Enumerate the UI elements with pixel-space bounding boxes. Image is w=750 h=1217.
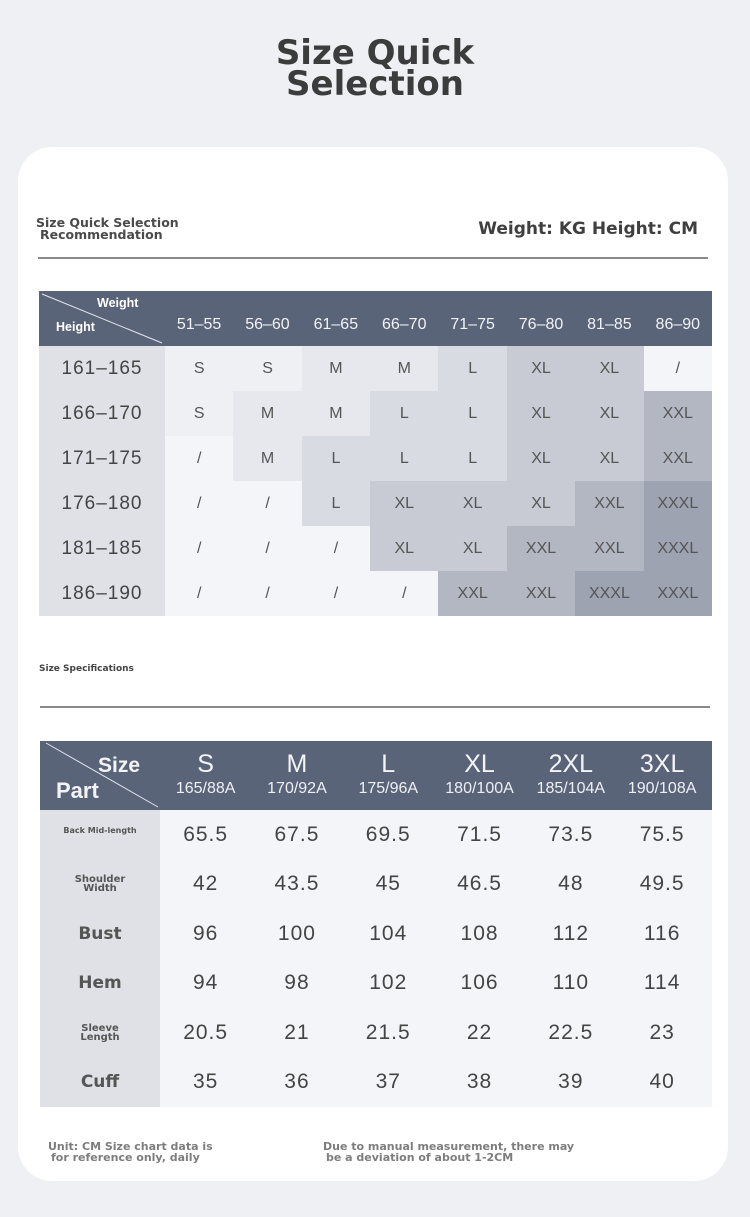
part-name-text: Sleeve [81,1022,119,1034]
size-cell: M [233,391,301,436]
size-column-header [616,741,707,810]
measurement-cell: 106 [460,971,499,995]
measurement-cell: 100 [277,921,316,945]
table-row [40,909,712,959]
size-column-header [343,741,434,810]
quick-selection-title-line2: Recommendation [40,227,163,242]
size-cell: XL [370,481,438,526]
height-range-cell: 176–180 [39,481,165,526]
size-cell: M [302,346,370,391]
size-cell: L [302,436,370,481]
size-cell: XXL [438,571,506,616]
size-cell: M [370,346,438,391]
size-cell: XL [438,526,506,571]
size-cell: L [370,391,438,436]
size-label: M [286,750,308,778]
table-row [40,1008,712,1058]
part-name-cell [40,860,160,910]
size-label: 3XL [639,750,685,778]
table-row [39,436,712,481]
size-column-header [434,741,525,810]
measurement-cell: 21 [284,1020,310,1044]
size-cell: XL [575,436,643,481]
measurement-cell: 96 [192,921,219,945]
measurement-cell: 42 [192,872,219,896]
table2-header [40,741,712,810]
size-cell: / [165,571,233,616]
measurement-cell: 38 [466,1070,493,1094]
size-label: S [197,750,214,778]
measurement-cell: 43.5 [274,872,320,896]
measurement-cell: 102 [369,971,408,995]
size-cell: / [233,526,301,571]
part-name-text: Width [83,883,117,895]
size-specifications-table [40,741,712,1107]
part-name-text: Cuff [80,1072,120,1093]
table1-corner [39,291,165,346]
weight-columns [165,291,712,346]
table-row [39,571,712,616]
footer-left-line1: Unit: CM Size chart data is [48,1140,213,1153]
measurement-cell: 65.5 [183,822,229,846]
measurement-cell: 112 [552,921,590,945]
measurement-cell: 21.5 [365,1020,411,1044]
size-label: 2XL [548,750,594,778]
table-row [40,1058,712,1108]
table-row [39,481,712,526]
size-column-header [160,741,251,810]
measurement-cell: 45 [375,872,401,896]
part-name-text: Shoulder [74,874,126,886]
size-cell: / [644,346,712,391]
measurement-cell: 36 [284,1070,310,1094]
table-row [40,959,712,1009]
measurement-cell: 49.5 [639,872,685,896]
measurement-cell: 39 [558,1070,584,1094]
size-cell: L [302,481,370,526]
measurement-cell: 35 [192,1070,219,1094]
part-name-text: Back Mid-length [63,826,137,836]
page-title-line2: Selection [286,64,464,104]
table-row [40,810,712,860]
size-code: 165/88A [175,780,236,797]
height-range-cell: 166–170 [39,391,165,436]
quick-selection-title [36,217,179,241]
size-cell: S [233,346,301,391]
size-cell: S [165,391,233,436]
size-label: L [381,750,396,778]
table-row [40,860,712,910]
weight-column-header: 76–80 [518,316,564,333]
measurement-cell: 23 [649,1020,675,1044]
measurement-cell: 73.5 [548,822,594,846]
size-cell: / [165,481,233,526]
measurement-cell: 116 [643,921,681,945]
size-cell: XL [370,526,438,571]
measurement-cell: 110 [552,971,590,995]
size-cell: XXL [507,526,575,571]
weight-column-header: 81–85 [587,316,632,333]
size-cell: XXL [644,391,712,436]
size-cell: / [233,481,301,526]
page-title [0,33,750,104]
measurement-cell: 114 [643,971,681,995]
size-cell: XL [575,346,643,391]
footer-right-line2: be a deviation of about 1-2CM [326,1151,514,1164]
size-cell: L [438,436,506,481]
table2-corner [40,741,160,810]
size-cell: M [302,391,370,436]
footer-note-right [323,1141,574,1163]
size-label: XL [464,750,495,778]
size-cell: / [302,526,370,571]
size-cell: L [438,346,506,391]
height-range-cell: 161–165 [39,346,165,391]
size-cell: XXL [507,571,575,616]
height-range-cell: 186–190 [39,571,165,616]
size-cell: XL [507,436,575,481]
measurement-cell: 37 [375,1070,401,1094]
size-cell: XL [438,481,506,526]
size-code: 180/100A [445,780,514,797]
size-cell: XXXL [644,571,712,616]
footer-note-left [48,1141,213,1163]
size-code: 190/108A [627,780,697,797]
size-cell: XXXL [644,526,712,571]
measurement-cell: 67.5 [274,822,320,846]
table-row [39,346,712,391]
size-columns [160,741,708,810]
size-cell: / [165,436,233,481]
measurement-cell: 22 [466,1020,493,1044]
size-code: 175/96A [358,780,419,797]
measurement-cell: 104 [369,921,408,945]
weight-column-header: 56–60 [245,316,290,333]
weight-column-header: 61–65 [313,316,359,333]
part-name-text: Hem [78,973,122,994]
weight-column-header: 51–55 [176,316,222,333]
table2-body [40,810,712,1107]
weight-column-header: 66–70 [381,316,427,333]
size-cell: XL [507,346,575,391]
part-name-cell [40,909,160,959]
part-name-text: Bust [78,923,122,944]
size-column-header [525,741,616,810]
measurement-cell: 40 [649,1070,675,1094]
size-cell: XXL [644,436,712,481]
section1-divider [38,257,708,259]
part-name-text: Length [80,1031,120,1043]
part-name-cell [40,1058,160,1108]
measurement-cell: 98 [284,971,310,995]
size-cell: S [165,346,233,391]
size-cell: XXL [575,481,643,526]
table1-header [39,291,712,346]
size-column-header [251,741,342,810]
size-code: 185/104A [536,780,606,797]
measurement-cell: 69.5 [365,822,411,846]
size-cell: XL [575,391,643,436]
size-specifications-title: Size Specifications [39,664,134,674]
size-cell: XL [507,481,575,526]
part-name-cell [40,1008,160,1058]
part-name-cell [40,959,160,1009]
corner-weight-label: Weight [97,296,139,310]
size-cell: L [370,436,438,481]
units-label: Weight: KG Height: CM [478,219,698,239]
table-row [39,391,712,436]
table1-body [39,346,712,616]
measurement-cell: 48 [558,872,584,896]
weight-column-header: 86–90 [655,316,701,333]
size-code: 170/92A [267,780,327,797]
size-cell: / [370,571,438,616]
corner-size-label: Size [98,754,141,777]
size-cell: XXXL [644,481,712,526]
size-cell: M [233,436,301,481]
measurement-cell: 94 [192,971,219,995]
size-cell: XXL [575,526,643,571]
footer-right-line1: Due to manual measurement, there may [323,1140,575,1153]
size-cell: / [233,571,301,616]
measurement-cell: 71.5 [457,822,502,846]
section2-divider [40,706,710,708]
size-cell: XL [507,391,575,436]
size-recommendation-table [39,291,712,616]
size-cell: L [438,391,506,436]
measurement-cell: 46.5 [457,872,502,896]
quick-selection-title-line1: Size Quick Selection [36,215,179,230]
table-row [39,526,712,571]
corner-part-label: Part [56,778,99,803]
height-range-cell: 171–175 [39,436,165,481]
size-cell: XXXL [575,571,643,616]
measurement-cell: 108 [460,921,499,945]
height-range-cell: 181–185 [39,526,165,571]
measurement-cell: 22.5 [548,1020,594,1044]
weight-column-header: 71–75 [450,316,495,333]
part-name-cell [40,810,160,860]
footer-left-line2: for reference only, daily [51,1151,200,1164]
page-title-line1: Size Quick [275,33,475,73]
measurement-cell: 20.5 [183,1020,229,1044]
measurement-cell: 75.5 [639,822,685,846]
size-cell: / [302,571,370,616]
corner-height-label: Height [56,320,95,334]
size-cell: / [165,526,233,571]
